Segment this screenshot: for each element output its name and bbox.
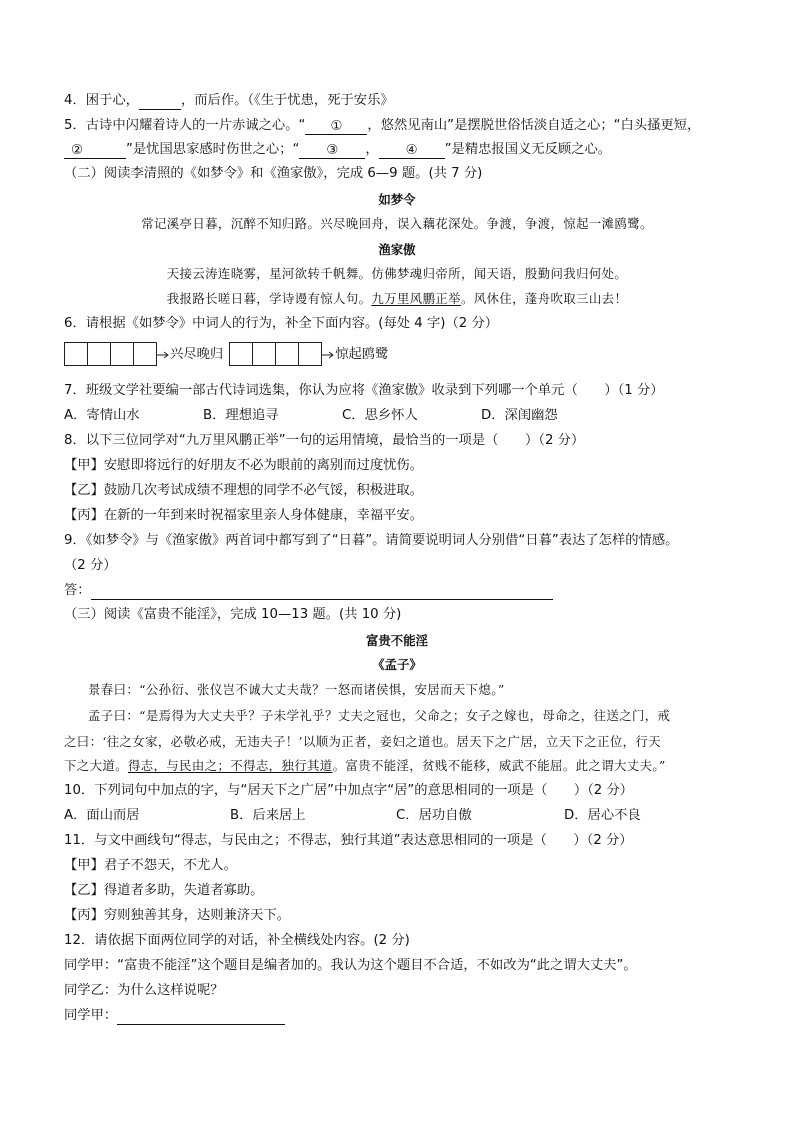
q5-text-a: 5．古诗中闪耀着诗人的一片赤诚之心。“: [64, 118, 306, 133]
q5-blank-2[interactable]: [64, 142, 126, 159]
question-5-line-1: [64, 117, 700, 135]
q7-option-b[interactable]: B．理想追寻: [203, 408, 279, 423]
q4-text-post: ，而后作。（《生于忧患，死于安乐》: [180, 93, 394, 108]
q5-text-c: ”是忧国思家感时伤世之心；“: [126, 142, 300, 157]
answer-box[interactable]: [298, 342, 322, 366]
q5-marker-3: ③: [326, 143, 339, 158]
q9-answer-line[interactable]: [91, 585, 553, 600]
answer-box[interactable]: [110, 342, 134, 366]
q12-answer-line[interactable]: [117, 1010, 285, 1025]
q10-options: [64, 807, 641, 825]
question-11: 11．与文中画线句“得志，与民由之；不得志，独行其道”表达意思相同的一项是（ ）（2 分）: [64, 833, 633, 848]
question-9: 9．《如梦令》与《渔家傲》两首词中都写到了“日暮”。请简要说明词人分别借“日暮”表达了怎样的情感。: [64, 533, 679, 548]
q8-option-bing[interactable]: 【丙】在新的一年到来时祝福家里亲人身体健康，幸福平安。: [64, 508, 424, 523]
essay-author: 《孟子》: [372, 657, 422, 672]
yujiaao-line-2-b: 。风休住，蓬舟吹取三山去！: [460, 291, 628, 306]
question-12: 12．请依据下面两位同学的对话，补全横线处内容。(2 分): [64, 933, 410, 948]
answer-box[interactable]: [87, 342, 111, 366]
q10-option-d[interactable]: D．居心不良: [564, 808, 641, 823]
q6-flow-step-2: 惊起鸥鹭: [335, 347, 389, 362]
q9-answer-label: 答：: [64, 583, 91, 598]
q7-option-a[interactable]: A．寄情山水: [64, 408, 140, 423]
poem-yujiaao-title: 渔家傲: [378, 242, 416, 257]
essay-title: 富贵不能淫: [366, 633, 428, 648]
q5-separator: ，: [365, 142, 379, 157]
q8-option-yi[interactable]: 【乙】鼓励几次考试成绩不理想的同学不必气馁，积极进取。: [64, 483, 424, 498]
q12-dialogue-2: 同学乙：为什么这样说呢？: [64, 983, 224, 998]
q6-flow-step-1: 兴尽晚归: [170, 347, 224, 362]
essay-paragraph-1: 景春曰：“公孙衍、张仪岂不诚大丈夫哉？一怒而诸侯惧，安居而天下熄。”: [88, 682, 505, 697]
q5-marker-2: ②: [71, 143, 83, 158]
q5-blank-1[interactable]: [305, 118, 367, 135]
q5-marker-4: ④: [405, 143, 418, 158]
q6-answer-boxes-2[interactable]: [229, 342, 321, 368]
essay-paragraph-2-line-2: 之曰：‘往之女家，必敬必戒，无违夫子！’以顺为正者，妾妇之道也。居天下之广居，立天下之正位，行天: [64, 734, 662, 749]
q11-option-yi[interactable]: 【乙】得道者多助，失道者寡助。: [64, 883, 264, 898]
poem-rumengling-title: 如梦令: [378, 192, 416, 207]
q11-option-bing[interactable]: 【丙】穷则独善其身，达则兼济天下。: [64, 908, 291, 923]
q6-answer-boxes-1[interactable]: [64, 342, 156, 368]
essay-paragraph-2-line-3: [64, 757, 666, 775]
section-3-heading: （三）阅读《富贵不能淫》，完成 10—13 题。(共 10 分): [64, 607, 402, 622]
q7-option-c[interactable]: C．思乡怀人: [342, 408, 418, 423]
question-4: [64, 92, 394, 110]
arrow-right-icon: [156, 350, 170, 360]
yujiaao-underlined-line: 九万里风鹏正举: [371, 291, 461, 306]
question-5-line-2: [64, 141, 611, 159]
question-10: 10．下列词句中加点的字，与“居天下之广居”中加点字“居”的意思相同的一项是（ ）（2 分）: [64, 783, 634, 798]
answer-box[interactable]: [229, 342, 253, 366]
q7-option-d[interactable]: D．深闺幽怨: [481, 408, 558, 423]
essay-line-3-a: 下之大道。: [64, 758, 128, 773]
question-6: 6．请根据《如梦令》中词人的行为，补全下面内容。(每处 4 字)（2 分）: [64, 316, 499, 331]
q10-option-b[interactable]: B．后来居上: [230, 808, 306, 823]
answer-box[interactable]: [133, 342, 157, 366]
q9-score: （2 分）: [64, 558, 117, 573]
arrow-right-icon: [321, 350, 335, 360]
essay-underlined-sentence: 得志，与民由之；不得志，独行其道: [127, 758, 333, 773]
q5-text-b: ，悠然见南山”是摆脱世俗恬淡自适之心；“白头搔更短，: [367, 118, 701, 133]
q4-blank[interactable]: [139, 93, 181, 110]
q12-dialogue-3: [64, 1007, 285, 1025]
q5-text-d: ”是精忠报国义无反顾之心。: [444, 142, 612, 157]
q9-answer: [64, 582, 553, 600]
q4-text-pre: 4．困于心，: [64, 93, 139, 108]
q10-option-a[interactable]: A．面山而居: [64, 808, 140, 823]
q5-marker-1: ①: [330, 119, 343, 134]
q12-dialogue-1: 同学甲：“富贵不能淫”这个题目是编者加的。我认为这个题目不合适，不如改为“此之谓大丈夫”。: [64, 958, 637, 973]
poem-yujiaao-line-1: 天接云涛连晓雾，星河欲转千帆舞。仿佛梦魂归帝所，闻天语，殷勤问我归何处。: [166, 266, 628, 281]
poem-rumengling-text: 常记溪亭日暮，沉醉不知归路。兴尽晚回舟，误入藕花深处。争渡，争渡，惊起一滩鸥鹭。: [141, 216, 653, 231]
q5-blank-3[interactable]: [299, 142, 365, 159]
section-2-heading: （二）阅读李清照的《如梦令》和《渔家傲》，完成 6—9 题。(共 7 分): [64, 166, 483, 181]
yujiaao-line-2-a: 我报路长嗟日暮，学诗谩有惊人句。: [166, 291, 372, 306]
q6-flow: [64, 342, 388, 368]
question-7: 7．班级文学社要编一部古代诗词选集，你认为应将《渔家傲》收录到下列哪一个单元（ ）（1 分）: [64, 383, 664, 398]
question-8: 8．以下三位同学对“九万里风鹏正举”一句的运用情境，最恰当的一项是（ ）（2 分）: [64, 433, 585, 448]
q7-options: [64, 407, 558, 425]
poem-yujiaao-line-2: [0, 290, 794, 308]
answer-box[interactable]: [275, 342, 299, 366]
q11-option-jia[interactable]: 【甲】君子不怨天，不尤人。: [64, 858, 237, 873]
q12-speaker-label: 同学甲：: [64, 1008, 118, 1023]
essay-paragraph-2-line-1: 孟子曰：“是焉得为大丈夫乎？子未学礼乎？丈夫之冠也，父命之；女子之嫁也，母命之，往送之门，戒: [88, 708, 671, 723]
essay-line-3-b: 。富贵不能淫，贫贱不能移，威武不能屈。此之谓大丈夫。”: [332, 758, 666, 773]
answer-box[interactable]: [64, 342, 88, 366]
q10-option-c[interactable]: C．居功自傲: [396, 808, 472, 823]
answer-box[interactable]: [252, 342, 276, 366]
q5-blank-4[interactable]: [379, 142, 445, 159]
q8-option-jia[interactable]: 【甲】安慰即将远行的好朋友不必为眼前的离别而过度忧伤。: [64, 458, 424, 473]
